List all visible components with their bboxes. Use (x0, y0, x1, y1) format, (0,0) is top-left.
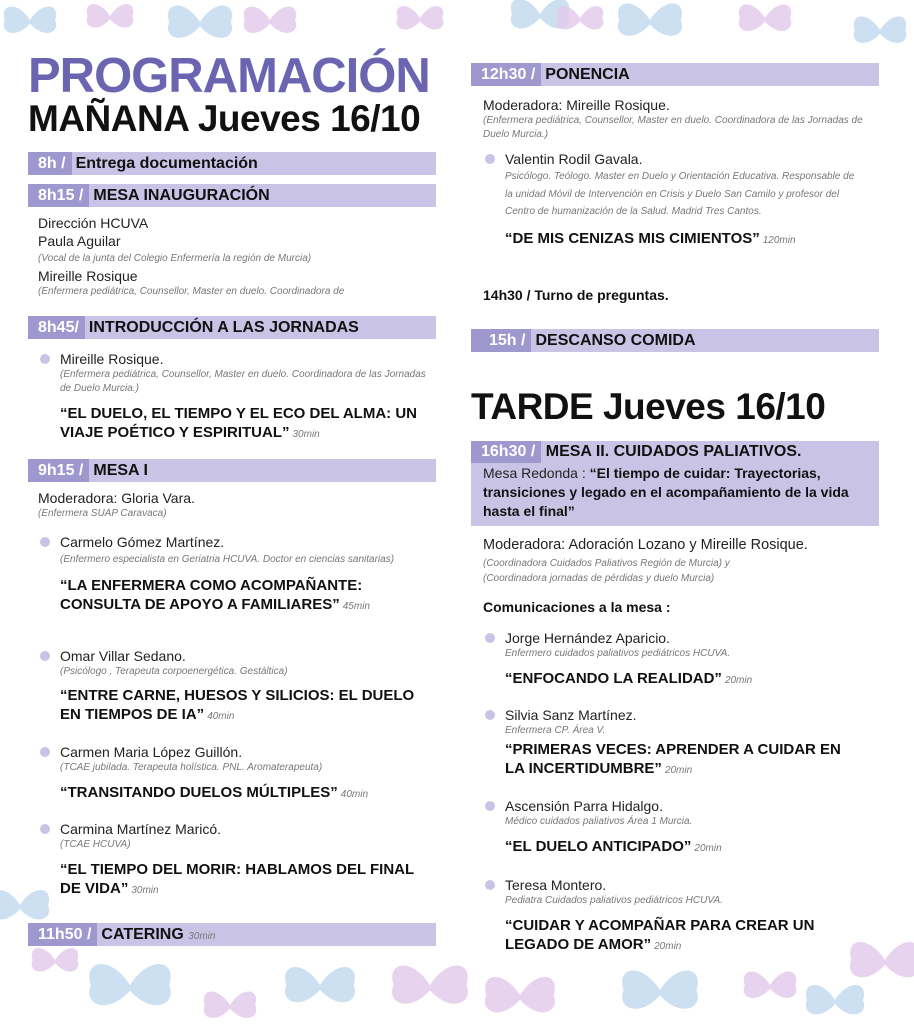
session-label: Entrega documentación (75, 155, 258, 172)
moderator: Moderadora: Adoración Lozano y Mireille Rosique. (483, 537, 808, 553)
talk-title: “TRANSITANDO DUELOS MÚLTIPLES” 40min (60, 784, 369, 801)
session-label: MESA INAUGURACIÓN (93, 187, 270, 204)
talk-title: “ENTRE CARNE, HUESOS Y SILICIOS: EL DUELO EN TIEMPOS DE IA” 40min (60, 687, 415, 723)
bullet-dot (40, 824, 50, 834)
talk-title: “PRIMERAS VECES: APRENDER A CUIDAR EN LA INCERTIDUMBRE” 20min (505, 741, 841, 777)
talk-item (38, 533, 428, 616)
speaker-note: (TCAE HCUVA) (60, 839, 131, 850)
bullet-dot (485, 154, 495, 164)
session-bar-15h: 15h / DESCANSO COMIDA (471, 329, 879, 352)
speaker-note: Pediatra Cuidados paliativos pediátricos HCUVA. (505, 895, 723, 906)
session-time: 9h15 (38, 462, 75, 479)
bullet-dot (485, 710, 495, 720)
speaker-note: Médico cuidados paliativos Área 1 Murcia. (505, 816, 693, 827)
speaker-name: Carmen Maria López Guillón. (60, 744, 243, 760)
speaker-note: Enfermero cuidados paliativos pediátricos HCUVA. (505, 648, 731, 659)
morning-heading: MAÑANA Jueves 16/10 (28, 98, 421, 139)
talk-title: “CUIDAR Y ACOMPAÑAR PARA CREAR UN LEGADO DE AMOR” 20min (505, 917, 815, 953)
bullet-dot (40, 747, 50, 757)
session-time: 16h30 (481, 443, 527, 460)
speaker-name: Ascensión Parra Hidalgo. (505, 798, 663, 814)
moderator-note: (Coordinadora jornadas de pérdidas y duelo Murcia) (483, 573, 715, 584)
speaker-name: Omar Villar Sedano. (60, 648, 186, 664)
talk-item (38, 820, 428, 900)
bullet-dot (485, 801, 495, 811)
session-label: CATERING (101, 926, 184, 943)
speaker-name: Silvia Sanz Martínez. (505, 707, 637, 723)
moderator: Moderadora: Mireille Rosique. (483, 97, 670, 113)
talk-title: “EL DUELO ANTICIPADO” 20min (505, 838, 722, 855)
session-bar-8h15: 8h15 / MESA INAUGURACIÓN (28, 184, 436, 207)
talk-title: “DE MIS CENIZAS MIS CIMIENTOS” 120min (505, 229, 796, 247)
session-bar-12h30: 12h30 / PONENCIA (471, 63, 879, 86)
talk-title: “EL DUELO, EL TIEMPO Y EL ECO DEL ALMA: UN VIAJE POÉTICO Y ESPIRITUAL” 30min (60, 405, 417, 441)
speaker-name: Jorge Hernández Aparicio. (505, 630, 670, 646)
session-time: 11h50 (38, 926, 83, 943)
speaker-name: Teresa Montero. (505, 877, 607, 893)
participant: Paula Aguilar (38, 233, 121, 249)
bullet-dot (40, 651, 50, 661)
session-time: 8h (38, 155, 57, 172)
bullet-dot (485, 880, 495, 890)
bullet-dot (40, 354, 50, 364)
afternoon-heading: TARDE Jueves 16/10 (471, 386, 826, 427)
speaker-note: Psicólogo. Teólogo. Master en Duelo y Orientación Educativa. Responsable de la unidad Móvil de Intervención en Crisis y Duelo San Camilo y profesor del Centro de humanización de la Salud. Madrid Tres Cantos. (505, 171, 855, 217)
talk-item (483, 629, 863, 690)
session-bar-8h: 8h / Entrega documentación (28, 152, 436, 175)
session-time: 8h15 (38, 187, 75, 204)
speaker-note: (Enfermero especialista en Geriatria HCUVA. Doctor en ciencias sanitarias) (60, 554, 395, 565)
talk-title: “LA ENFERMERA COMO ACOMPAÑANTE: CONSULTA DE APOYO A FAMILIARES” 45min (60, 577, 370, 613)
talk-title: “ENFOCANDO LA REALIDAD” 20min (505, 670, 753, 687)
page-title: PROGRAMACIÓN (28, 49, 430, 103)
speaker-name: Valentin Rodil Gavala. (505, 151, 643, 167)
participant: Dirección HCUVA (38, 215, 149, 231)
talk-item (483, 797, 863, 858)
session-label: MESA I (93, 462, 148, 479)
talk-item (38, 647, 428, 726)
session-duration: 30min (188, 931, 216, 942)
speaker-note: (TCAE jubilada. Terapeuta holística. PNL. Aromaterapeuta) (60, 762, 323, 773)
session-time: 12h30 (481, 66, 527, 83)
moderator-note: (Coordinadora Cuidados Paliativos Región de Murcia) y (483, 558, 730, 569)
speaker-note: Enfermera CP. Área V. (505, 725, 606, 736)
session-label: MESA II. CUIDADOS PALIATIVOS. (545, 443, 802, 460)
participant-note: (Vocal de la junta del Colegio Enfermería la región de Murcia) (38, 253, 312, 264)
speaker-name: Mireille Rosique. (60, 351, 164, 367)
session-bar-11h50: 11h50 / CATERING 30min (28, 923, 436, 946)
communications-heading: Comunicaciones a la mesa : (483, 599, 671, 615)
bullet-dot (485, 633, 495, 643)
talk-item (483, 706, 863, 780)
speaker-note: (Enfermera pediátrica, Counsellor, Master en duelo. Coordinadora de las Jornadas de Duelo Murcia.) (60, 369, 426, 394)
session-label: PONENCIA (545, 66, 630, 83)
moderator-note: (Enfermera SUAP Caravaca) (38, 508, 167, 519)
round-table: Mesa Redonda : “El tiempo de cuidar: Trayectorias, transiciones y legado en el acompañamiento de la vida hasta el final” (483, 465, 849, 519)
session-time: 15h (489, 332, 517, 349)
talk-item (483, 150, 863, 250)
participant: Mireille Rosique (38, 268, 138, 284)
session-label: DESCANSO COMIDA (535, 332, 696, 349)
speaker-name: Carmina Martínez Maricó. (60, 821, 222, 837)
session-bar-8h45: 8h45/ INTRODUCCIÓN A LAS JORNADAS (28, 316, 436, 339)
talk-title: “EL TIEMPO DEL MORIR: HABLAMOS DEL FINAL DE VIDA” 30min (60, 861, 414, 897)
speaker-note: (Psicólogo , Terapeuta corpoenergética. Gestáltica) (60, 666, 288, 677)
bullet-dot (40, 537, 50, 547)
talk-item (483, 876, 863, 956)
session-bar-9h15: 9h15 / MESA I (28, 459, 436, 482)
moderator-note: (Enfermera pediátrica, Counsellor, Master en duelo. Coordinadora de las Jornadas de Duelo Murcia.) (483, 115, 863, 140)
participant-note: (Enfermera pediátrica, Counsellor, Master en duelo. Coordinadora de (38, 286, 345, 297)
session-box-16h30: 16h30 / MESA II. CUIDADOS PALIATIVOS. Mesa Redonda : “El tiempo de cuidar: Trayectorias, transiciones y legado en el acompañamiento de la vida hasta el final” (471, 441, 879, 526)
speaker-name: Carmelo Gómez Martínez. (60, 534, 225, 550)
session-label: INTRODUCCIÓN A LAS JORNADAS (88, 319, 359, 336)
questions-turn: 14h30 / Turno de preguntas. (483, 287, 669, 303)
moderator: Moderadora: Gloria Vara. (38, 490, 195, 506)
talk-item (38, 743, 428, 804)
session-time: 8h45 (38, 319, 75, 336)
